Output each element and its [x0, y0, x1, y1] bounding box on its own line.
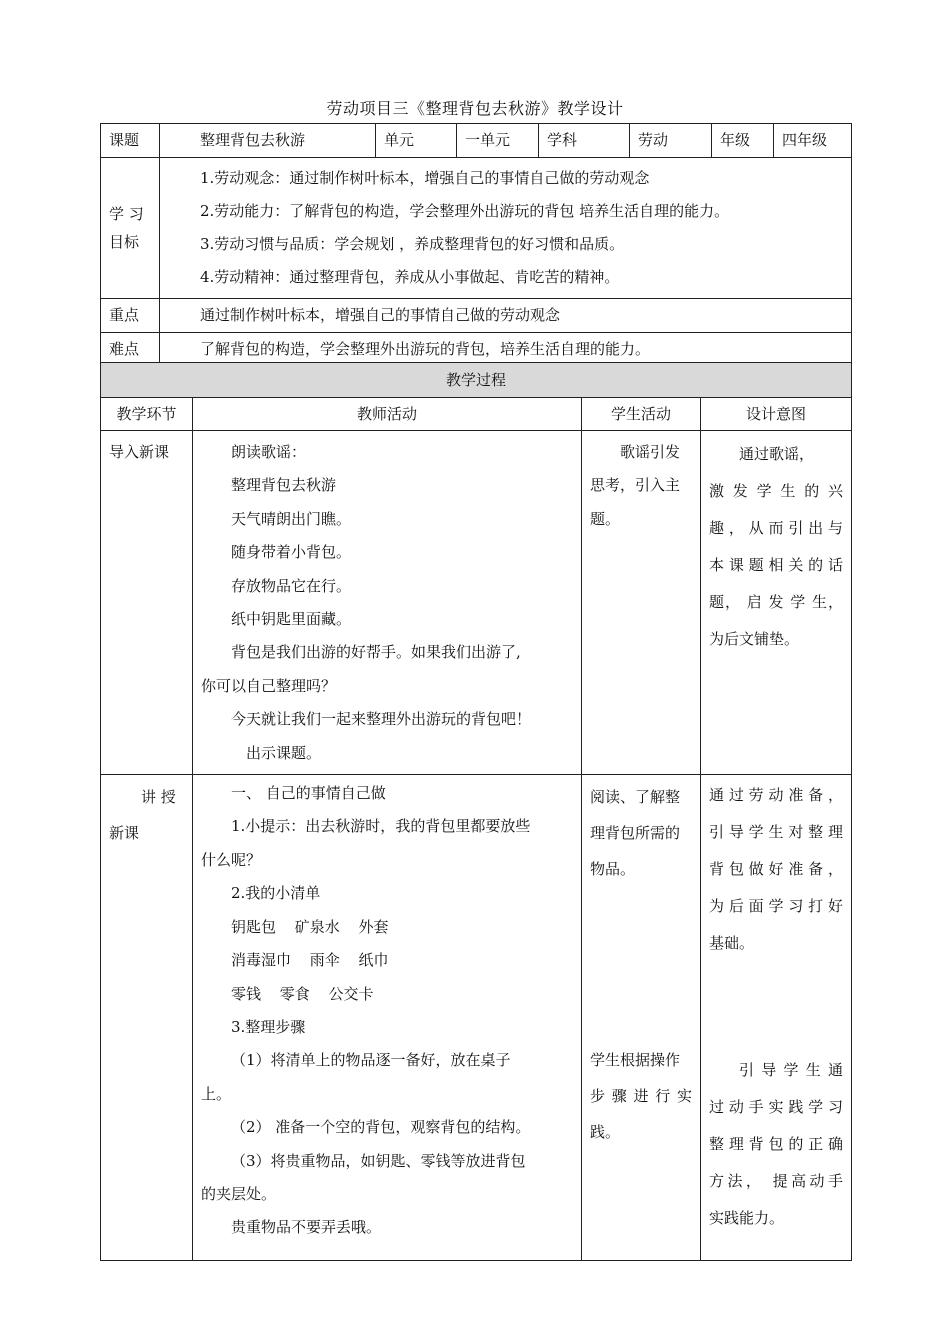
process-header-row: [101, 398, 852, 431]
lecture-line: 贵重物品不要弄丢哦。: [231, 1218, 382, 1237]
intro-intent-line: 趣，从而引出与: [709, 519, 844, 537]
lecture-line: 1.小提示：出去秋游时，我的背包里都要放些: [231, 817, 531, 836]
grade-label: 年级: [712, 124, 774, 158]
intro-student-line: 思考，引入主: [590, 476, 681, 495]
intro-teacher: [193, 431, 582, 775]
intro-line: 纸中钥匙里面藏。: [231, 610, 352, 629]
process-table: [100, 362, 852, 1261]
difficulty-label: 难点: [101, 333, 160, 367]
student-spacer: [590, 887, 692, 1042]
lecture-stage-text: 新课: [109, 824, 140, 843]
intro-line: 存放物品它在行。: [231, 576, 352, 595]
lecture-line: 消毒湿巾 雨伞 纸巾: [231, 951, 389, 970]
lecture-line: （1）将清单上的物品逐一备好，放在桌子: [231, 1051, 511, 1070]
lecture-intent-line: 通过劳动准备，: [709, 786, 844, 805]
intro-intent-line: 本课题相关的话: [709, 556, 844, 574]
intro-intent-line: 题， 启 发 学 生，: [709, 593, 844, 611]
intro-line: 你可以自己整理吗？: [201, 676, 337, 695]
goal-item: 2.劳动能力：了解背包的构造，学会整理外出游玩的背包 培养生活自理的能力。: [200, 202, 730, 220]
header-teacher: 教师活动: [193, 398, 582, 431]
key-row: [101, 299, 852, 333]
key-label: 重点: [101, 299, 160, 333]
lecture-line: 的夹层处。: [201, 1184, 277, 1203]
lecture-intent-line: 基础。: [709, 934, 755, 953]
intro-intent-line: 激 发 学 生 的 兴: [709, 482, 844, 500]
intro-intent: [701, 431, 852, 775]
intro-line: 随身带着小背包。: [231, 543, 352, 562]
lecture-line: 3.整理步骤: [231, 1017, 306, 1036]
intro-line: 天气晴朗出门瞧。: [231, 509, 352, 528]
lecture-intent-line: 过动手实践学习: [709, 1098, 844, 1117]
goal-item: 4.劳动精神：通过整理背包，养成从小事做起、肯吃苦的精神。: [200, 268, 620, 286]
lecture-student-line: 阅读、了解整: [590, 788, 681, 807]
lecture-line: 2.我的小清单: [231, 884, 321, 903]
lecture-line: 零钱 零食 公交卡: [231, 984, 374, 1003]
header-student: 学生活动: [582, 398, 701, 431]
lecture-line: 什么呢？: [201, 850, 262, 869]
intro-student-line: 歌谣引发: [620, 443, 681, 461]
lecture-line: （2） 准备一个空的背包，观察背包的结构。: [231, 1118, 531, 1137]
lecture-line: 钥匙包 矿泉水 外套: [231, 917, 389, 936]
lecture-stage-text: 讲 授: [141, 788, 176, 807]
intro-intent-line: 为后文铺垫。: [709, 630, 800, 648]
intro-student: [582, 431, 701, 775]
intent-spacer: [709, 962, 843, 1052]
unit-label: 单元: [376, 124, 457, 158]
topic-label: 课题: [101, 124, 160, 158]
lecture-teacher: [193, 775, 582, 1261]
unit-value: 一单元: [457, 124, 539, 158]
lecture-student: [582, 775, 701, 1261]
intro-line: 今天就让我们一起来整理外出游玩的背包吧！: [231, 710, 532, 729]
lecture-student-line: 理背包所需的: [590, 824, 681, 843]
lecture-intent-line: 为后面学习打好: [709, 897, 844, 916]
goal-item: 1.劳动观念：通过制作树叶标本，增强自己的事情自己做的劳动观念: [200, 169, 650, 187]
lecture-student-line: 践。: [590, 1123, 621, 1142]
intro-line: 整理背包去秋游: [231, 476, 337, 495]
goals-label-line: 学 习: [109, 205, 144, 223]
lecture-line: 上。: [201, 1084, 232, 1103]
intro-row: [101, 431, 852, 775]
goals-content: [160, 158, 852, 299]
lecture-intent: [701, 775, 852, 1261]
process-title: 教学过程: [101, 363, 852, 398]
goal-item: 3.劳动习惯与品质：学会规划 ，养成整理背包的好习惯和品质。: [200, 235, 625, 253]
grade-value: 四年级: [774, 124, 852, 158]
lecture-intent-line: 引导学生对整理: [709, 823, 844, 842]
lecture-intent-line: 实践能力。: [709, 1209, 785, 1228]
lecture-intent-line: 方法， 提高动手: [709, 1172, 844, 1191]
lecture-line: 一、 自己的事情自己做: [231, 784, 386, 803]
goals-label: [101, 158, 160, 299]
intro-line: 背包是我们出游的好帮手。如果我们出游了,: [231, 643, 521, 662]
subject-label: 学科: [539, 124, 630, 158]
header-intent: 设计意图: [701, 398, 852, 431]
page-title: 劳动项目三《整理背包去秋游》教学设计: [326, 99, 624, 118]
intro-line: 朗读歌谣：: [231, 443, 307, 461]
topic-value: 整理背包去秋游: [160, 124, 376, 158]
intro-intent-line: 通过歌谣，: [739, 445, 815, 463]
lecture-intent-line: 整理背包的正确: [709, 1135, 844, 1154]
lecture-student-line: 物品。: [590, 860, 636, 879]
header-stage: 教学环节: [101, 398, 193, 431]
process-title-row: [101, 363, 852, 398]
intro-stage: [101, 431, 193, 775]
info-table: [100, 123, 852, 367]
lecture-student-line: 步 骤 进 行 实: [590, 1087, 692, 1106]
lecture-student-line: 学生根据操作: [590, 1051, 681, 1070]
lecture-row: [101, 775, 852, 1261]
key-value: 通过制作树叶标本，增强自己的事情自己做的劳动观念: [160, 299, 852, 333]
info-row: [101, 124, 852, 158]
intro-line: 出示课题。: [246, 743, 322, 762]
lecture-intent-line: 背包做好准备，: [709, 860, 844, 879]
difficulty-value: 了解背包的构造，学会整理外出游玩的背包，培养生活自理的能力。: [160, 333, 852, 367]
lecture-stage: [101, 775, 193, 1261]
lecture-intent-line: 引 导 学 生 通: [739, 1061, 844, 1080]
goals-label-line: 目标: [109, 233, 140, 251]
subject-value: 劳动: [630, 124, 712, 158]
lecture-line: （3）将贵重物品，如钥匙、零钱等放进背包: [231, 1151, 526, 1170]
intro-student-line: 题。: [590, 509, 621, 528]
goals-row: [101, 158, 852, 299]
intro-stage-text: 导入新课: [109, 443, 170, 461]
